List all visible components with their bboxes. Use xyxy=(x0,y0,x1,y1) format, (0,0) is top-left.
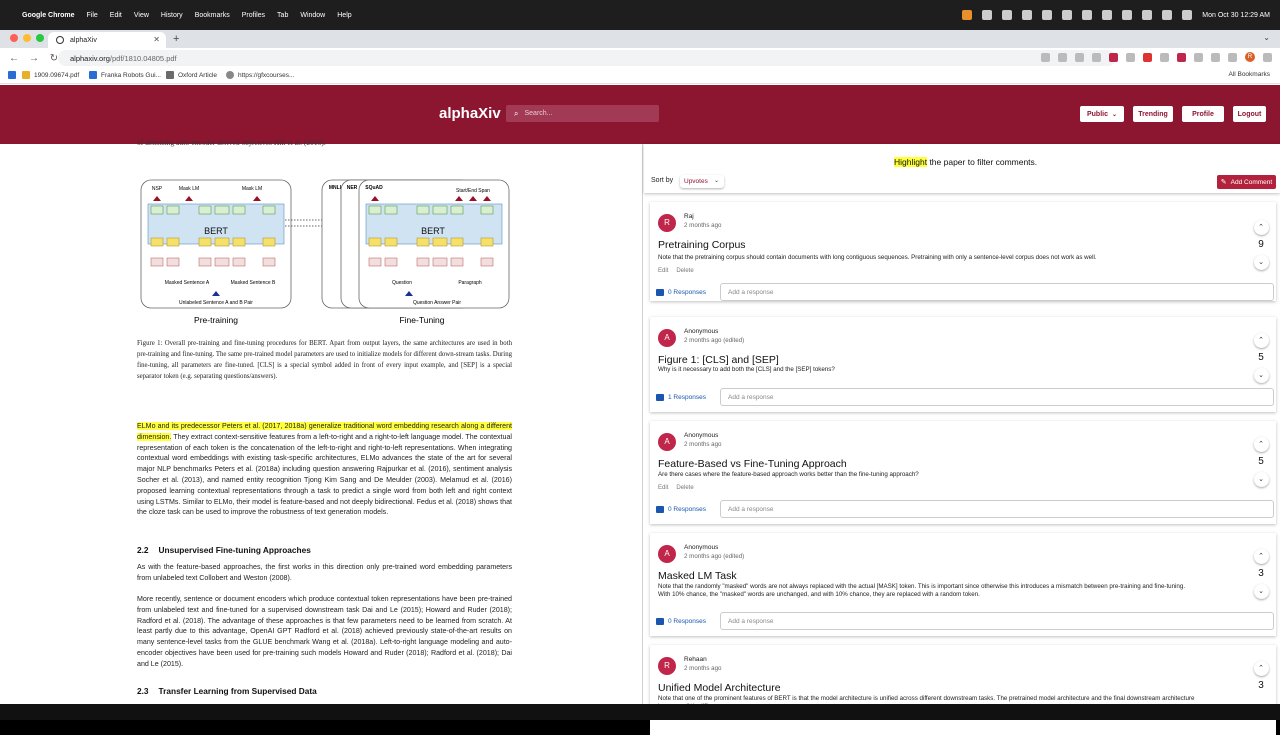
section-heading-2-3 xyxy=(137,686,317,696)
add-comment-label: Add Comment xyxy=(1230,178,1273,186)
comment-body: Note that the randomly "masked" words are not always replaced with the actual [MASK] token. This is important since otherwise this introduces a mismatch between pre-training and fine-tuning. With 10% chance, the "masked" words are unchanged, and with 10% chance, they are replaced with a random token. xyxy=(658,583,1186,598)
browser-toolbar xyxy=(0,48,1280,68)
avatar[interactable]: A xyxy=(658,433,676,451)
maximize-window-icon[interactable] xyxy=(36,34,44,42)
comment-title[interactable]: Figure 1: [CLS] and [SEP] xyxy=(658,354,779,366)
site-header xyxy=(0,85,1280,144)
edit-link[interactable]: Edit xyxy=(658,268,669,274)
comment-author[interactable]: Anonymous xyxy=(684,544,719,551)
bookmark-item[interactable] xyxy=(226,71,294,79)
responses-link[interactable] xyxy=(656,394,706,401)
trending-button[interactable] xyxy=(1133,106,1173,122)
avatar[interactable]: A xyxy=(658,329,676,347)
bookmark-item[interactable] xyxy=(166,71,217,79)
question-label: Question xyxy=(391,280,413,286)
comment-card xyxy=(650,645,1276,735)
trending-label: Trending xyxy=(1138,110,1168,118)
comment-icon xyxy=(656,618,664,625)
comment-title[interactable]: Feature-Based vs Fine-Tuning Approach xyxy=(658,458,847,470)
comment-card xyxy=(650,317,1276,412)
tab-strip xyxy=(0,30,1280,48)
comment-card xyxy=(650,533,1276,636)
bookmark-icon xyxy=(89,71,97,79)
responses-count: 0 Responses xyxy=(668,618,706,625)
comment-body: Are there cases where the feature-based approach works better than the fine-tuning approach? xyxy=(658,471,919,478)
ner-label: NER xyxy=(346,185,358,191)
tab-search-icon[interactable]: ⌄ xyxy=(1263,33,1270,42)
comment-title[interactable]: Pretraining Corpus xyxy=(658,239,746,251)
bookmark-icon xyxy=(166,71,174,79)
menu-view[interactable]: View xyxy=(133,11,149,19)
responses-count: 1 Responses xyxy=(668,394,706,401)
extensions-puzzle-icon[interactable] xyxy=(1194,53,1203,62)
comment-icon xyxy=(656,394,664,401)
responses-count: 0 Responses xyxy=(668,506,706,513)
chevron-down-icon: ⌄ xyxy=(1111,111,1118,118)
time-machine-icon[interactable] xyxy=(1042,10,1052,20)
response-input[interactable]: Add a response xyxy=(720,283,1274,301)
bookmarks-bar xyxy=(0,68,1280,84)
bookmark-item[interactable] xyxy=(8,71,79,79)
responses-count: 0 Responses xyxy=(668,289,706,296)
comment-author[interactable]: Rehaan xyxy=(684,656,707,663)
squad-label: SQuAD xyxy=(365,185,383,191)
vote-widget xyxy=(1252,651,1270,696)
address-bar[interactable] xyxy=(58,50,1116,66)
delete-link[interactable]: Delete xyxy=(676,268,694,274)
screen-bottom-edge xyxy=(0,704,1280,720)
sort-value: Upvotes xyxy=(684,178,708,185)
forward-icon[interactable]: → xyxy=(29,52,39,64)
avatar[interactable]: R xyxy=(658,214,676,232)
menu-window[interactable]: Window xyxy=(300,11,326,19)
section-number: 2.3 xyxy=(137,686,149,696)
tab-favicon-icon xyxy=(56,36,64,44)
control-center-icon[interactable] xyxy=(1182,10,1192,20)
responses-link[interactable] xyxy=(656,618,706,625)
sidepanel-icon[interactable] xyxy=(1228,53,1237,62)
hint-highlight: Highlight xyxy=(894,157,928,167)
comment-card xyxy=(650,202,1276,301)
upvote-button[interactable]: ⌃ xyxy=(1254,661,1269,676)
menu-edit[interactable]: Edit xyxy=(109,11,122,19)
profile-avatar[interactable]: R xyxy=(1245,52,1255,62)
highlighted-text[interactable]: ELMo and its predecessor Peters et al. (2017, 2018a) generalize traditional word embedding research along a different dimension. xyxy=(137,422,512,441)
microphone-icon[interactable] xyxy=(962,10,972,20)
public-dropdown-button[interactable] xyxy=(1080,106,1124,122)
new-tab-icon[interactable]: + xyxy=(173,33,180,45)
bert-figure xyxy=(137,178,517,328)
chrome-menu-icon[interactable] xyxy=(1263,53,1272,62)
share-icon[interactable] xyxy=(1075,53,1084,62)
spotlight-icon[interactable] xyxy=(1162,10,1172,20)
bookmark-label: 1909.09674.pdf xyxy=(34,71,80,79)
comment-time: 2 months ago xyxy=(684,441,722,448)
menubar-datetime[interactable]: Mon Oct 30 12:29 AM xyxy=(1202,11,1270,19)
hint-rest: the paper to filter comments. xyxy=(927,157,1038,167)
mask-lm-label-2: Mask LM xyxy=(241,186,263,192)
public-label: Public xyxy=(1086,110,1108,118)
vote-widget xyxy=(1252,323,1270,383)
comment-title[interactable]: Masked LM Task xyxy=(658,570,737,582)
masked-b-label: Masked Sentence B xyxy=(230,280,276,286)
minimize-window-icon[interactable] xyxy=(23,34,31,42)
menu-profiles[interactable]: Profiles xyxy=(241,11,266,19)
comments-filter-bar xyxy=(644,144,1280,193)
vote-count: 3 xyxy=(1258,568,1264,579)
section-heading-2-2 xyxy=(137,545,311,555)
downvote-button[interactable]: ⌄ xyxy=(1254,472,1269,487)
response-input[interactable]: Add a response xyxy=(720,388,1274,406)
google-icon[interactable] xyxy=(1041,53,1050,62)
comment-icon xyxy=(656,506,664,513)
mac-menubar xyxy=(0,0,1280,30)
paragraph-feature-based: As with the feature-based approaches, the first works in this direction only pre-trained word embedding parameters from unlabeled text Collobert and Weston (2008). xyxy=(137,563,512,582)
menu-file[interactable]: File xyxy=(86,11,98,19)
paragraph-more-recently: More recently, sentence or document encoders which produce contextual token representations have been pre-trained from unlabeled text and fine-tuned for a supervised downstream task Dai and Le (2015); Howard and Ruder (2018); Radford et al. (2018). The advantage of these approaches is that few parameters need to be learned from scratch. At least partly due to this advantage, OpenAI GPT Radford et al. (2018) achieved previously state-of-the-art results on many sentence-level tasks from the GLUE benchmark Wang et al. (2018a). Left-to-right language modeling and auto-encoder objectives have been used for pre-training such models Howard and Ruder (2018); Radford et al. (2018); Dai and Le (2015). xyxy=(137,595,512,668)
bookmark-label: Oxford Article xyxy=(178,71,218,79)
comment-time: 2 months ago xyxy=(684,222,722,229)
media-icon[interactable] xyxy=(1211,53,1220,62)
bluetooth-app-icon[interactable] xyxy=(1002,10,1012,20)
extension-5-icon[interactable] xyxy=(1177,53,1186,62)
add-comment-button[interactable] xyxy=(1217,175,1276,189)
chevron-down-icon: ⌄ xyxy=(713,178,719,184)
site-logo[interactable]: alphaXiv xyxy=(439,105,501,122)
address-host: alphaxiv.org xyxy=(70,53,110,63)
comment-time: 2 months ago (edited) xyxy=(684,337,745,344)
finetuning-label: Fine-Tuning xyxy=(399,315,445,325)
figure-caption: Figure 1: Overall pre-training and fine-tuning procedures for BERT. Apart from output layers, the same architectures are used in both pre-training and fine-tuning. The same pre-trained model parameters are used to initialize models for different down-stream tasks. During fine-tuning, all parameters are fine-tuned. [CLS] is a special symbol added in front of every input example, and [SEP] is a special separator token (e.g. separating questions/answers). xyxy=(137,340,512,380)
comment-body: Note that one of the prominent features of BERT is that the model architecture is unified across different downstream tasks. The pretrained model architecture and the final downstream architecture xyxy=(658,695,1195,702)
response-input[interactable]: Add a response xyxy=(720,500,1274,518)
section-number: 2.2 xyxy=(137,545,149,555)
globe-icon xyxy=(226,71,234,79)
comment-actions xyxy=(658,485,702,491)
qa-pair-label: Question Answer Pair xyxy=(412,300,462,306)
record-icon[interactable] xyxy=(982,10,992,20)
masked-a-label: Masked Sentence A xyxy=(164,280,210,286)
bookmark-icon xyxy=(8,71,16,79)
battery-icon[interactable] xyxy=(1122,10,1132,20)
menu-bookmarks[interactable]: Bookmarks xyxy=(194,11,230,19)
comment-author[interactable]: Anonymous xyxy=(684,328,719,335)
responses-link[interactable] xyxy=(656,289,706,296)
paragraph-label: Paragraph xyxy=(458,280,482,286)
filter-hint xyxy=(894,157,1037,167)
pdf-cut-line: of denoising auto-encoder derived objectives Hill et al. (2016). xyxy=(137,138,326,147)
extension-2-icon[interactable] xyxy=(1126,53,1135,62)
delete-link[interactable]: Delete xyxy=(676,485,694,491)
vote-widget xyxy=(1252,539,1270,599)
downvote-button[interactable]: ⌄ xyxy=(1254,368,1269,383)
bluetooth-icon[interactable] xyxy=(1102,10,1112,20)
pdf-icon xyxy=(22,71,30,79)
upvote-button[interactable]: ⌃ xyxy=(1254,220,1269,235)
comment-body: Why is it necessary to add both the [CLS] and the [SEP] tokens? xyxy=(658,366,835,373)
profile-label: Profile xyxy=(1192,110,1214,118)
vote-widget xyxy=(1252,208,1270,270)
vote-count: 5 xyxy=(1258,352,1264,363)
downvote-button[interactable]: ⌄ xyxy=(1254,584,1269,599)
sync-icon[interactable] xyxy=(1022,10,1032,20)
bookmark-label: https://gfxcourses... xyxy=(238,71,295,79)
search-placeholder: Search... xyxy=(524,110,553,117)
status-area xyxy=(962,0,1270,30)
bookmark-label: Franka Robots Gui... xyxy=(101,71,161,79)
search-icon: ⌕ xyxy=(514,108,519,118)
reload-icon[interactable]: ↻ xyxy=(49,52,59,64)
comment-title[interactable]: Unified Model Architecture xyxy=(658,682,781,694)
bookmark-item[interactable] xyxy=(89,71,161,79)
mask-lm-label-1: Mask LM xyxy=(178,186,200,192)
star-icon[interactable] xyxy=(1092,53,1101,62)
extension-icons xyxy=(1041,52,1272,62)
vote-count: 3 xyxy=(1258,680,1264,691)
avatar[interactable]: A xyxy=(658,545,676,563)
paragraph-elmo xyxy=(137,421,512,518)
keyboard-icon[interactable] xyxy=(1062,10,1072,20)
upvote-button[interactable]: ⌃ xyxy=(1254,437,1269,452)
extension-4-icon[interactable] xyxy=(1160,53,1169,62)
tab-title: alphaXiv xyxy=(70,36,97,44)
downvote-button[interactable]: ⌄ xyxy=(1254,255,1269,270)
comment-author[interactable]: Raj xyxy=(684,213,694,220)
pencil-icon: ✎ xyxy=(1220,179,1227,186)
menu-history[interactable]: History xyxy=(160,11,183,19)
comment-time: 2 months ago xyxy=(684,665,722,672)
comments-panel xyxy=(644,144,1280,720)
section-title: Unsupervised Fine-tuning Approaches xyxy=(158,545,311,555)
logout-label: Logout xyxy=(1237,110,1262,118)
logout-button[interactable] xyxy=(1233,106,1266,122)
vote-widget xyxy=(1252,427,1270,487)
browser-tab[interactable] xyxy=(48,32,166,48)
mnli-label: MNLI xyxy=(328,185,342,191)
menu-help[interactable]: Help xyxy=(337,11,352,19)
comment-card xyxy=(650,421,1276,524)
bookmark-pdf-icon-slot xyxy=(22,71,34,79)
bert-label-right: BERT xyxy=(421,226,445,236)
wifi-icon[interactable] xyxy=(1142,10,1152,20)
sort-label: Sort by xyxy=(651,177,674,184)
vote-count: 5 xyxy=(1258,456,1264,467)
paragraph-elmo-rest: They extract context-sensitive features from a left-to-right and a right-to-left language model. The contextual representation of each token is the concatenation of the left-to-right and right-to-left representations. When integrating contextual word embeddings with existing task-specific architectures, ELMo advances the state of the art for several major NLP benchmarks Peters et al. (2018a) including question answering Rajpurkar et al. (2016), sentiment analysis Socher et al. (2013), and named entity recognition Tjong Kim Sang and De Meulder (2003). Melamud et al. (2016) proposed learning contextual representations through a task to predict a single word from both left and right context using LSTMs. Similar to ELMo, their model is feature-based and not deeply bidirectional. Fedus et al. (2018) shows that the cloze task can be used to improve the robustness of text generation models. xyxy=(137,432,512,517)
comment-author[interactable]: Anonymous xyxy=(684,432,719,439)
profile-button[interactable] xyxy=(1182,106,1224,122)
section-title: Transfer Learning from Supervised Data xyxy=(158,686,317,696)
response-input[interactable]: Add a response xyxy=(720,612,1274,630)
display-icon[interactable] xyxy=(1082,10,1092,20)
extension-1-icon[interactable] xyxy=(1109,53,1118,62)
back-icon[interactable]: ← xyxy=(9,52,19,64)
menubar-app-name[interactable]: Google Chrome xyxy=(22,11,75,19)
responses-link[interactable] xyxy=(656,506,706,513)
all-bookmarks[interactable]: All Bookmarks xyxy=(1228,71,1270,78)
search-input[interactable] xyxy=(506,105,659,122)
close-window-icon[interactable] xyxy=(10,34,18,42)
comment-actions xyxy=(658,268,702,274)
extension-3-icon[interactable] xyxy=(1143,53,1152,62)
bert-label-left: BERT xyxy=(204,226,228,236)
upvote-button[interactable]: ⌃ xyxy=(1254,549,1269,564)
menu-tab[interactable]: Tab xyxy=(277,11,289,19)
avatar[interactable]: R xyxy=(658,657,676,675)
comment-body: Note that the pretraining corpus should contain documents with long contiguous sequences. Pretraining with only a sentence-level corpus does not work as well. xyxy=(658,254,1097,261)
vote-count: 9 xyxy=(1258,239,1264,250)
close-tab-icon[interactable]: ✕ xyxy=(153,35,160,44)
sort-select[interactable] xyxy=(680,175,724,188)
nsp-label: NSP xyxy=(151,186,163,192)
edit-link[interactable]: Edit xyxy=(658,485,669,491)
pdf-viewer[interactable] xyxy=(0,138,643,720)
unlabeled-pair-label: Unlabeled Sentence A and B Pair xyxy=(179,300,253,306)
pretraining-label: Pre-training xyxy=(194,315,238,325)
window-controls xyxy=(10,34,44,42)
address-path: /pdf/1810.04805.pdf xyxy=(109,53,177,63)
zoom-icon[interactable] xyxy=(1058,53,1067,62)
comment-icon xyxy=(656,289,664,296)
upvote-button[interactable]: ⌃ xyxy=(1254,333,1269,348)
comment-time: 2 months ago (edited) xyxy=(684,553,745,560)
start-end-label: Start/End Span xyxy=(456,188,490,194)
